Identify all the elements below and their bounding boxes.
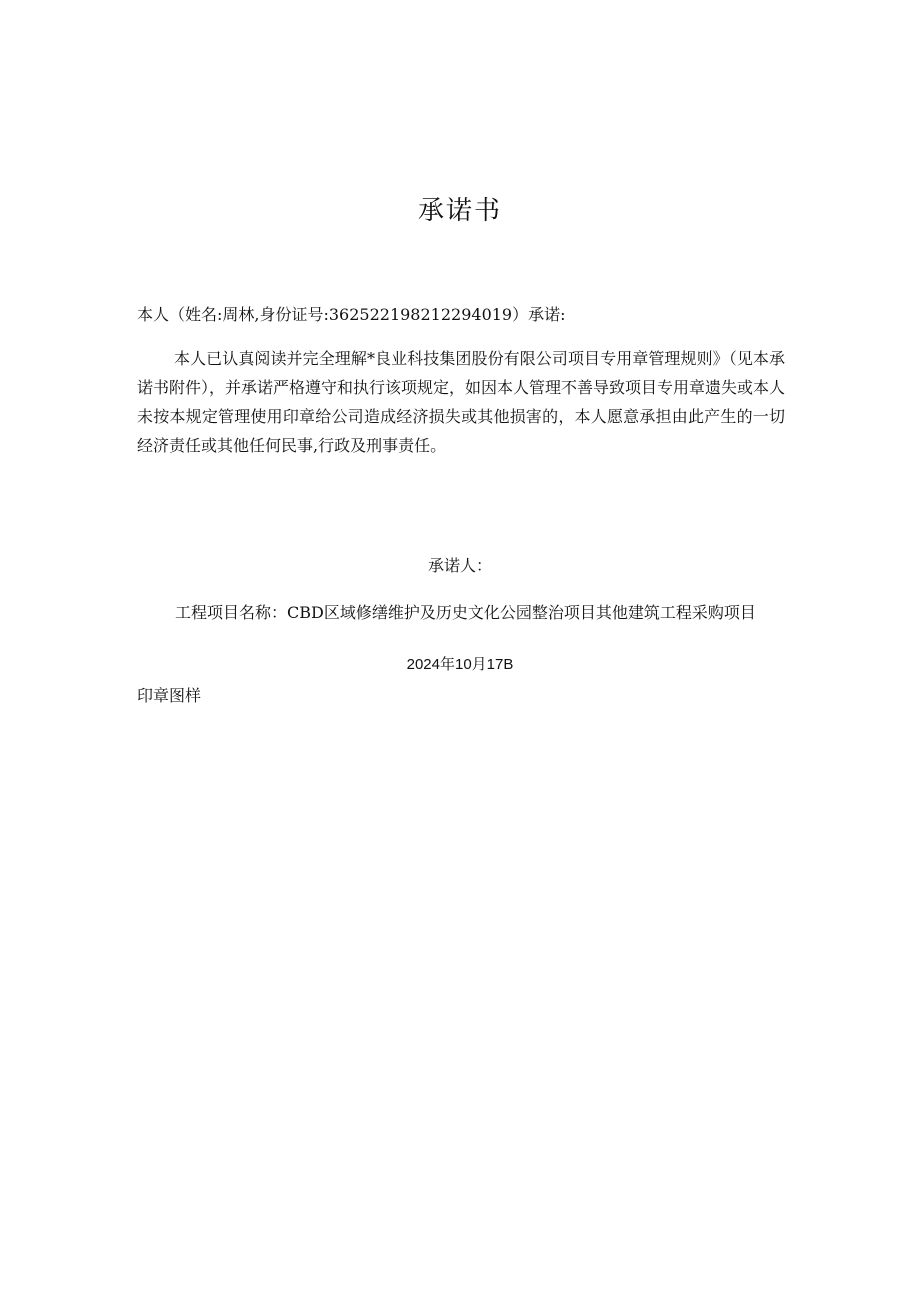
project-name-line: 工程项目名称：CBD区域修缮维护及历史文化公园整治项目其他建筑工程采购项目	[175, 603, 756, 622]
declarant-line: 本人（姓名:周林,身份证号:362522198212294019）承诺:	[137, 305, 566, 324]
seal-sample-label: 印章图样	[137, 686, 202, 705]
document-date: 2024年10月17B	[406, 656, 514, 673]
document-title: 承诺书	[417, 196, 502, 226]
signer-label: 承诺人：	[427, 556, 492, 575]
commitment-paragraph: 本人已认真阅读并完全理解*良业科技集团股份有限公司项目专用章管理规则》（见本承诺书附件），并承诺严格遵守和执行该项规定，如因本人管理不善导致项目专用章遗失或本人未按本规定管理使用印章给公司造成经济损失或其他损害的，本人愿意承担由此产生的一切经济责任或其他任何民事,行政及刑事责任。	[137, 349, 786, 455]
